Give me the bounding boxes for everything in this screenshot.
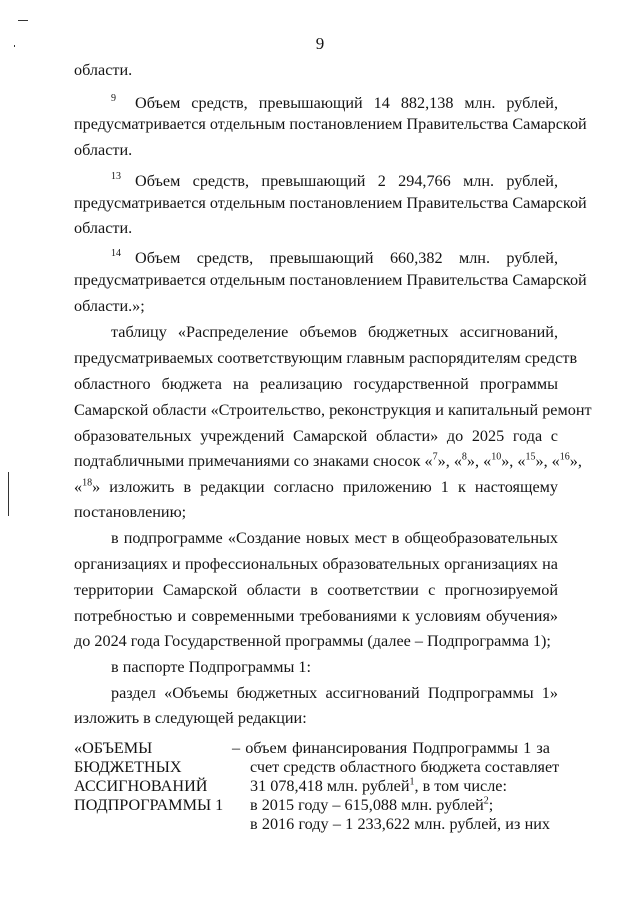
table-left-line: «ОБЪЕМЫ [74,739,153,757]
table-right-line [250,776,550,796]
paragraph-line: раздел «Объемы бюджетных ассигнований Подпрограммы 1» [111,684,558,702]
paragraph-line: изложить в следующей редакции: [74,709,307,727]
paragraph-line: образовательных учреждений Самарской области» до 2025 года с [74,427,558,445]
footnote-13 [111,167,558,191]
text-span: », « [437,452,462,470]
text-span: », « [535,452,560,470]
text-line: предусматривается отдельным постановлением Правительства Самарской [74,271,587,289]
table-left-line: АССИГНОВАНИЙ [74,777,208,795]
text-line: области. [74,61,133,79]
paragraph-line: областного бюджета на реализацию государственной программы [74,375,558,393]
text-span: ; [488,796,494,814]
text-span: », [569,452,582,470]
text-span: », « [501,452,526,470]
table-right-line: в 2016 году – 1 233,622 млн. рублей, из них [250,815,550,833]
footnote-14 [111,244,558,268]
paragraph-line: в подпрограмме «Создание новых мест в общеобразовательных [111,529,558,547]
scan-mark [18,20,28,21]
page-number: 9 [315,34,325,53]
paragraph-line: в паспорте Подпрограммы 1: [111,658,311,676]
footnote-ref: 16 [559,451,570,463]
paragraph-line [74,451,582,471]
footnote-9 [111,89,558,113]
footnote-text: Объем средств, превышающий 14 882,138 млн. рублей, [135,94,558,112]
text-line: области. [74,141,133,159]
footnote-ref: 8 [461,451,467,463]
paragraph-line: предусматриваемых соответствующим главным распорядителям средств [74,349,578,367]
paragraph-line [74,477,558,497]
footnote-ref: 1 [409,776,415,788]
paragraph-line: до 2024 года Государственной программы (далее – Подпрограмма 1); [74,632,551,650]
text-span: », « [466,452,492,470]
text-line: области. [74,219,133,237]
paragraph-line: Самарской области «Строительство, реконструкция и капитальный ремонт [74,401,592,419]
footnote-ref: 18 [82,477,93,489]
paragraph-line: таблицу «Распределение объемов бюджетных ассигнований, [111,323,558,341]
footnote-number: 9 [111,93,116,104]
table-right-line: – объем финансирования Подпрограммы 1 за [232,739,550,757]
footnote-text: Объем средств, превышающий 2 294,766 млн. рублей, [135,172,558,190]
text-span: подтабличными примечаниями со знаками сносок « [74,452,433,470]
text-line: области.»; [74,297,145,315]
table-right-line [250,795,550,815]
footnote-ref: 10 [491,451,502,463]
footnote-ref: 7 [432,451,438,463]
text-span: 31 078,418 млн. рублей [250,777,410,795]
scan-mark [8,472,9,516]
footnote-ref: 15 [525,451,536,463]
footnote-number: 13 [111,171,121,182]
text-line: предусматривается отдельным постановлением Правительства Самарской [74,194,587,212]
table-right-line: счет средств областного бюджета составляет [250,758,560,776]
footnote-ref: 2 [483,795,489,807]
text-span: в 2015 году – 615,088 млн. рублей [250,796,484,814]
footnote-text: Объем средств, превышающий 660,382 млн. рублей, [135,249,558,267]
text-line: предусматривается отдельным постановлением Правительства Самарской [74,115,587,133]
paragraph-line: постановлению; [74,503,187,521]
text-span: « [74,478,83,496]
paragraph-line: организациях и профессиональных образовательных организациях на [74,555,558,573]
table-left-line: БЮДЖЕТНЫХ [74,758,182,776]
text-span: » изложить в редакции согласно приложению 1 к настоящему [92,478,558,496]
paragraph-line: потребностью и современными требованиями к условиям обучения» [74,607,558,625]
text-span: , в том числе: [414,777,507,795]
table-left-line: ПОДПРОГРАММЫ 1 [74,796,224,814]
footnote-number: 14 [111,248,121,259]
paragraph-line: территории Самарской области в соответствии с прогнозируемой [74,581,558,599]
